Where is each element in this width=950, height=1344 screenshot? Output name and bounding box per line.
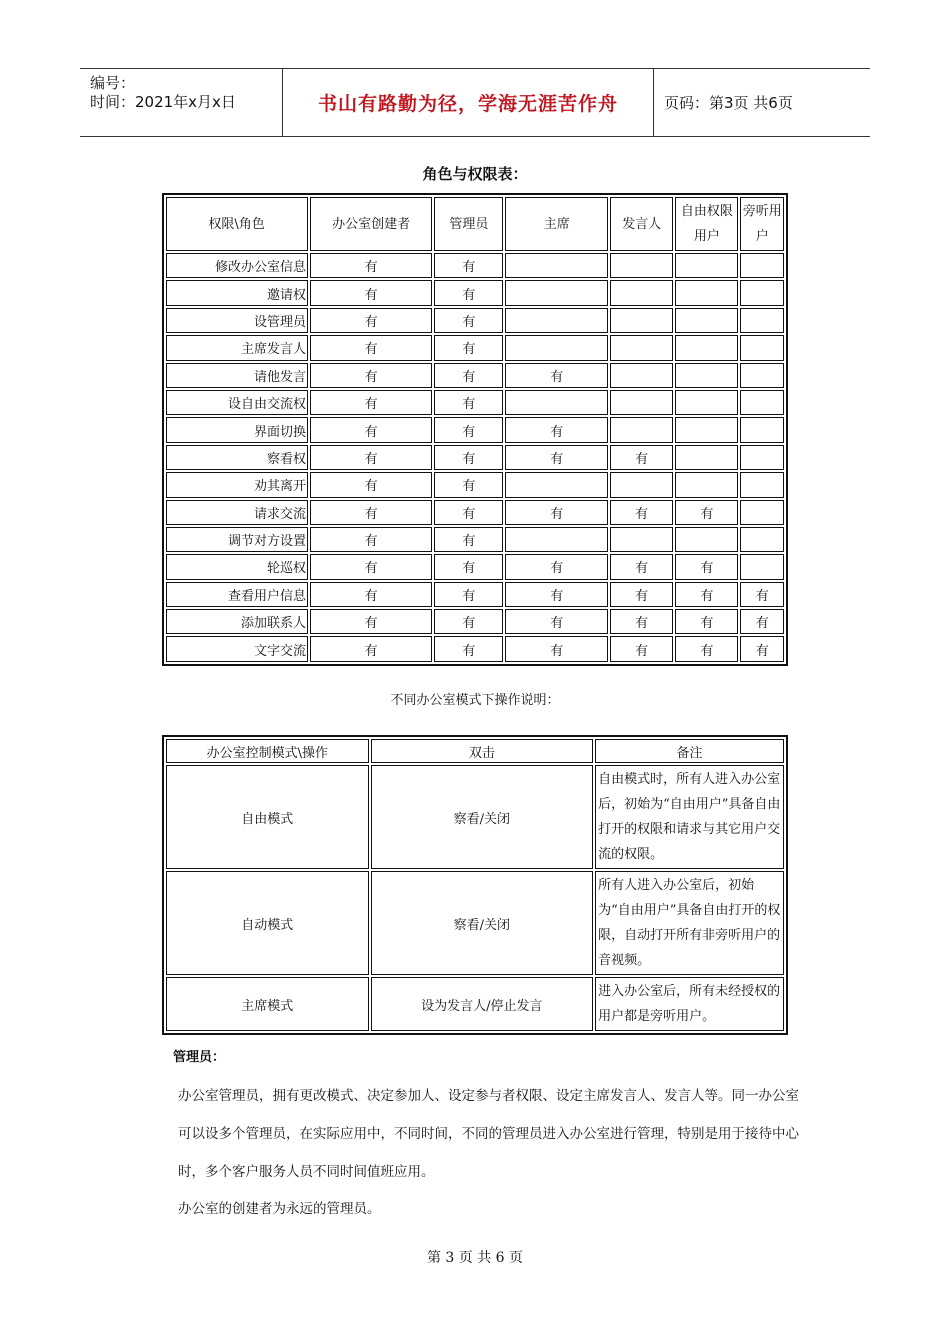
permission-value-cell: 有	[310, 527, 432, 552]
permission-value-cell: 有	[310, 253, 432, 278]
table-row	[166, 527, 784, 552]
roles-header-cell: 主席	[505, 197, 608, 251]
permission-value-cell: 有	[740, 636, 784, 661]
permission-value-cell: 有	[740, 609, 784, 634]
permission-value-cell: 有	[310, 417, 432, 442]
permission-value-cell: 有	[610, 500, 673, 525]
roles-header-cell: 发言人	[610, 197, 673, 251]
permission-value-cell: 有	[505, 582, 608, 607]
permission-value-cell	[740, 280, 784, 305]
page-footer: 第 3 页 共 6 页	[426, 1250, 524, 1266]
permission-name-cell: 修改办公室信息	[166, 253, 308, 278]
permission-value-cell	[675, 472, 738, 497]
permission-value-cell: 有	[310, 335, 432, 360]
permission-value-cell	[505, 472, 608, 497]
permission-name-cell: 主席发言人	[166, 335, 308, 360]
modes-header-cell: 办公室控制模式\操作	[166, 739, 369, 763]
permission-name-cell: 调节对方设置	[166, 527, 308, 552]
permission-value-cell	[610, 363, 673, 388]
permission-value-cell: 有	[310, 636, 432, 661]
permission-value-cell: 有	[434, 308, 503, 333]
permission-value-cell: 有	[505, 417, 608, 442]
table-row	[166, 417, 784, 442]
permission-value-cell: 有	[310, 500, 432, 525]
header-motto: 书山有路勤为径，学海无涯苦作舟	[317, 93, 618, 115]
header-page-cell	[654, 69, 870, 136]
permission-value-cell: 有	[505, 554, 608, 579]
permission-value-cell: 有	[434, 390, 503, 415]
mode-name-cell: 自动模式	[166, 871, 369, 975]
table-row	[166, 308, 784, 333]
permission-value-cell	[505, 527, 608, 552]
table-row	[166, 335, 784, 360]
permission-value-cell: 有	[610, 445, 673, 470]
modes-table-title: 不同办公室模式下操作说明：	[390, 693, 560, 708]
header-number: 编号：	[90, 74, 136, 92]
table-row	[166, 554, 784, 579]
permission-name-cell: 界面切换	[166, 417, 308, 442]
permission-name-cell: 邀请权	[166, 280, 308, 305]
table-row	[166, 472, 784, 497]
permission-value-cell	[675, 280, 738, 305]
header-page-code: 页码：第3页 共6页	[664, 94, 793, 112]
permission-value-cell	[675, 390, 738, 415]
roles-header-cell: 办公室创建者	[310, 197, 432, 251]
permission-value-cell: 有	[434, 609, 503, 634]
permission-value-cell: 有	[675, 500, 738, 525]
permission-value-cell: 有	[310, 280, 432, 305]
roles-header-cell: 自由权限用户	[675, 197, 738, 251]
roles-header-cell: 权限\角色	[166, 197, 308, 251]
table-row	[166, 253, 784, 278]
permission-value-cell	[740, 363, 784, 388]
permission-value-cell: 有	[310, 390, 432, 415]
permission-value-cell	[505, 390, 608, 415]
roles-permissions-table	[162, 193, 788, 666]
permission-value-cell	[740, 445, 784, 470]
permission-name-cell: 设管理员	[166, 308, 308, 333]
mode-name-cell: 主席模式	[166, 977, 369, 1031]
permission-name-cell: 劝其离开	[166, 472, 308, 497]
modes-header-row	[166, 739, 784, 763]
permission-value-cell	[740, 527, 784, 552]
table-row	[166, 280, 784, 305]
table-row	[166, 609, 784, 634]
roles-header-row	[166, 197, 784, 251]
permission-name-cell: 察看权	[166, 445, 308, 470]
permission-value-cell: 有	[740, 582, 784, 607]
permission-name-cell: 轮巡权	[166, 554, 308, 579]
roles-header-cell: 管理员	[434, 197, 503, 251]
permission-value-cell: 有	[505, 363, 608, 388]
permission-value-cell	[675, 527, 738, 552]
permission-value-cell: 有	[434, 582, 503, 607]
permission-value-cell	[610, 472, 673, 497]
permission-value-cell: 有	[434, 445, 503, 470]
permission-value-cell: 有	[434, 554, 503, 579]
permission-value-cell	[675, 445, 738, 470]
permission-name-cell: 添加联系人	[166, 609, 308, 634]
mode-name-cell: 自由模式	[166, 765, 369, 869]
permission-name-cell: 设自由交流权	[166, 390, 308, 415]
table-row	[166, 977, 784, 1031]
permission-value-cell: 有	[434, 253, 503, 278]
permission-value-cell	[505, 280, 608, 305]
permission-value-cell: 有	[675, 636, 738, 661]
permission-value-cell	[610, 417, 673, 442]
permission-value-cell: 有	[434, 472, 503, 497]
permission-value-cell	[740, 390, 784, 415]
permission-value-cell: 有	[675, 554, 738, 579]
permission-value-cell	[610, 253, 673, 278]
permission-value-cell	[610, 280, 673, 305]
section-paragraph-2: 办公室的创建者为永远的管理员。	[178, 1201, 381, 1217]
mode-note-cell: 自由模式时，所有人进入办公室后，初始为“自由用户”具备自由打开的权限和请求与其它用户交流的权限。	[595, 765, 784, 869]
permission-name-cell: 请他发言	[166, 363, 308, 388]
permission-value-cell	[505, 308, 608, 333]
permission-value-cell: 有	[310, 308, 432, 333]
permission-value-cell: 有	[610, 609, 673, 634]
table-row	[166, 582, 784, 607]
permission-value-cell	[610, 335, 673, 360]
permission-value-cell: 有	[505, 445, 608, 470]
mode-action-cell: 设为发言人/停止发言	[371, 977, 593, 1031]
permission-value-cell: 有	[310, 445, 432, 470]
permission-value-cell	[740, 472, 784, 497]
permission-value-cell: 有	[434, 335, 503, 360]
table-row	[166, 636, 784, 661]
mode-action-cell: 察看/关闭	[371, 871, 593, 975]
permission-value-cell	[505, 253, 608, 278]
mode-action-cell: 察看/关闭	[371, 765, 593, 869]
modes-header-cell: 备注	[595, 739, 784, 763]
permission-value-cell	[740, 554, 784, 579]
permission-value-cell: 有	[610, 636, 673, 661]
header-motto-cell	[283, 69, 654, 136]
permission-name-cell: 请求交流	[166, 500, 308, 525]
table-row	[166, 390, 784, 415]
permission-value-cell	[505, 335, 608, 360]
permission-value-cell: 有	[505, 636, 608, 661]
permission-value-cell	[740, 308, 784, 333]
table-row	[166, 871, 784, 975]
permission-value-cell: 有	[434, 636, 503, 661]
permission-value-cell: 有	[310, 554, 432, 579]
permission-value-cell: 有	[675, 582, 738, 607]
permission-value-cell: 有	[675, 609, 738, 634]
permission-value-cell	[675, 253, 738, 278]
permission-value-cell: 有	[505, 500, 608, 525]
modes-header-cell: 双击	[371, 739, 593, 763]
roles-table-title: 角色与权限表：	[422, 165, 528, 183]
permission-value-cell: 有	[310, 582, 432, 607]
permission-value-cell: 有	[310, 363, 432, 388]
permission-value-cell: 有	[434, 527, 503, 552]
permission-value-cell: 有	[434, 417, 503, 442]
permission-value-cell: 有	[434, 280, 503, 305]
permission-value-cell	[610, 390, 673, 415]
permission-value-cell: 有	[434, 363, 503, 388]
permission-value-cell: 有	[310, 609, 432, 634]
permission-value-cell	[675, 363, 738, 388]
table-row	[166, 363, 784, 388]
section-paragraph: 办公室管理员，拥有更改模式、决定参加人、设定参与者权限、设定主席发言人、发言人等。同一办公室可以设多个管理员，在实际应用中，不同时间，不同的管理员进入办公室进行管理，特别是用于接待中心时，多个客户服务人员不同时间值班应用。	[178, 1088, 799, 1180]
mode-note-cell: 所有人进入办公室后，初始为“自由用户”具备自由打开的权限，自动打开所有非旁听用户的音视频。	[595, 871, 784, 975]
permission-value-cell	[610, 527, 673, 552]
permission-value-cell: 有	[610, 554, 673, 579]
permission-value-cell	[675, 335, 738, 360]
permission-value-cell: 有	[310, 472, 432, 497]
permission-value-cell: 有	[610, 582, 673, 607]
table-row	[166, 500, 784, 525]
permission-value-cell	[740, 417, 784, 442]
permission-value-cell	[675, 417, 738, 442]
permission-value-cell	[610, 308, 673, 333]
section-heading: 管理员：	[173, 1050, 226, 1065]
permission-value-cell	[675, 308, 738, 333]
roles-header-cell: 旁听用户	[740, 197, 784, 251]
table-row	[166, 765, 784, 869]
mode-note-cell: 进入办公室后，所有未经授权的用户都是旁听用户。	[595, 977, 784, 1031]
permission-value-cell: 有	[434, 500, 503, 525]
permission-value-cell	[740, 253, 784, 278]
permission-name-cell: 查看用户信息	[166, 582, 308, 607]
permission-name-cell: 文字交流	[166, 636, 308, 661]
header-meta-cell	[80, 69, 283, 136]
permission-value-cell: 有	[505, 609, 608, 634]
table-row	[166, 445, 784, 470]
office-modes-table	[162, 735, 788, 1035]
page-header	[80, 68, 870, 137]
permission-value-cell	[740, 335, 784, 360]
header-time: 时间：2021年x月x日	[90, 93, 236, 111]
permission-value-cell	[740, 500, 784, 525]
